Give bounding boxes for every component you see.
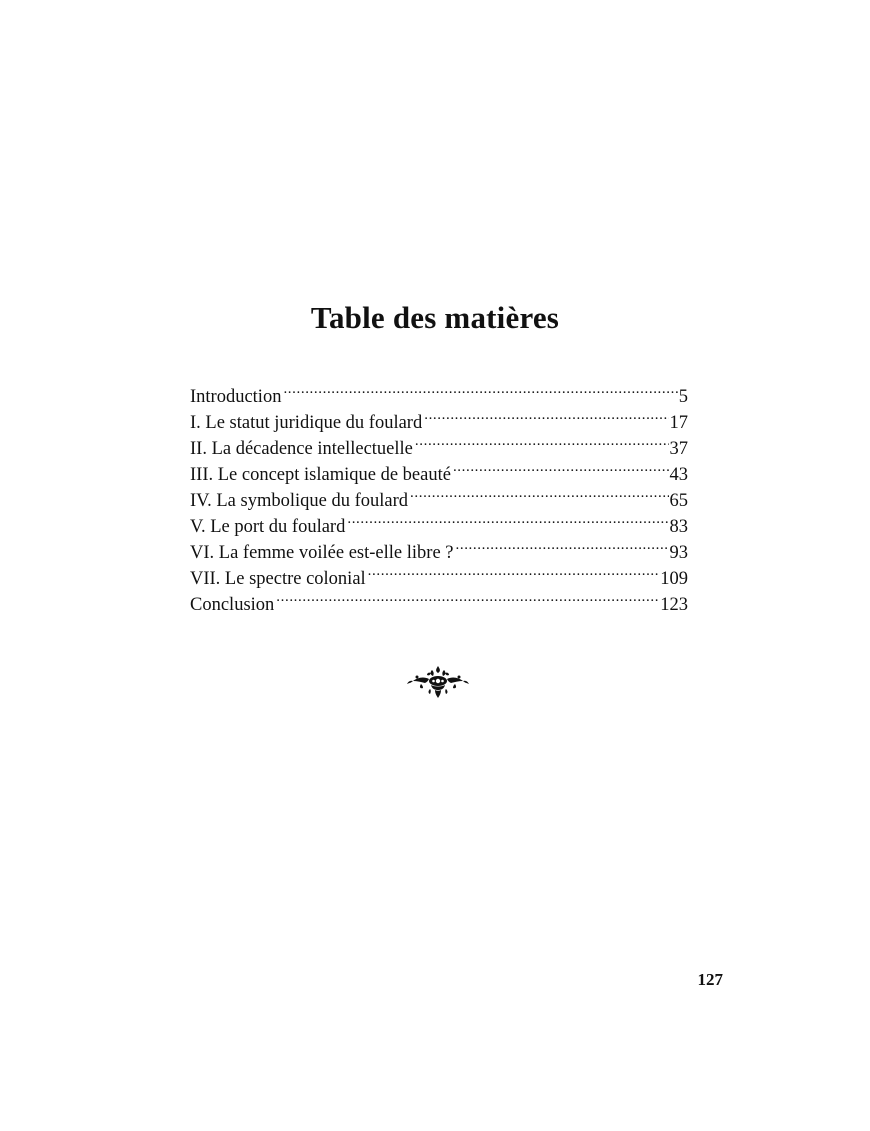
- dot-leader: [424, 402, 668, 428]
- toc-entry-label: VI. La femme voilée est-elle libre ?: [190, 543, 454, 563]
- dot-leader: [368, 558, 660, 584]
- floral-ornament-icon: [405, 664, 471, 700]
- toc-entry-label: V. Le port du foulard: [190, 517, 346, 537]
- toc-entry-page: 17: [669, 413, 688, 433]
- dot-leader: [276, 584, 659, 610]
- page-number: 127: [697, 970, 723, 989]
- toc-entry-label: VII. Le spectre colonial: [190, 569, 366, 589]
- toc-entry-page: 83: [669, 517, 688, 537]
- toc-entry-introduction[interactable]: [190, 376, 688, 407]
- dot-leader: [453, 454, 669, 480]
- dot-leader: [347, 506, 668, 532]
- toc-entry-label: II. La décadence intellectuelle: [190, 439, 413, 459]
- toc-entry-page: 43: [669, 465, 688, 485]
- toc-entry-page: 93: [669, 543, 688, 563]
- toc-entry-label: Conclusion: [190, 595, 275, 615]
- toc-entry-page: 65: [669, 491, 688, 511]
- toc-entry-page: 37: [669, 439, 688, 459]
- dot-leader: [283, 376, 677, 402]
- dot-leader: [410, 480, 668, 506]
- page-title: Table des matières: [310, 300, 560, 335]
- toc-entry-page: 5: [678, 387, 688, 407]
- dot-leader: [415, 428, 669, 454]
- table-of-contents: [190, 376, 688, 615]
- toc-entry-page: 123: [660, 595, 688, 615]
- dot-leader: [456, 532, 669, 558]
- toc-entry-label: IV. La symbolique du foulard: [190, 491, 409, 511]
- toc-entry-label: I. Le statut juridique du foulard: [190, 413, 423, 433]
- toc-entry-label: Introduction: [190, 387, 282, 407]
- toc-entry-label: III. Le concept islamique de beauté: [190, 465, 451, 485]
- toc-entry-page: 109: [660, 569, 688, 589]
